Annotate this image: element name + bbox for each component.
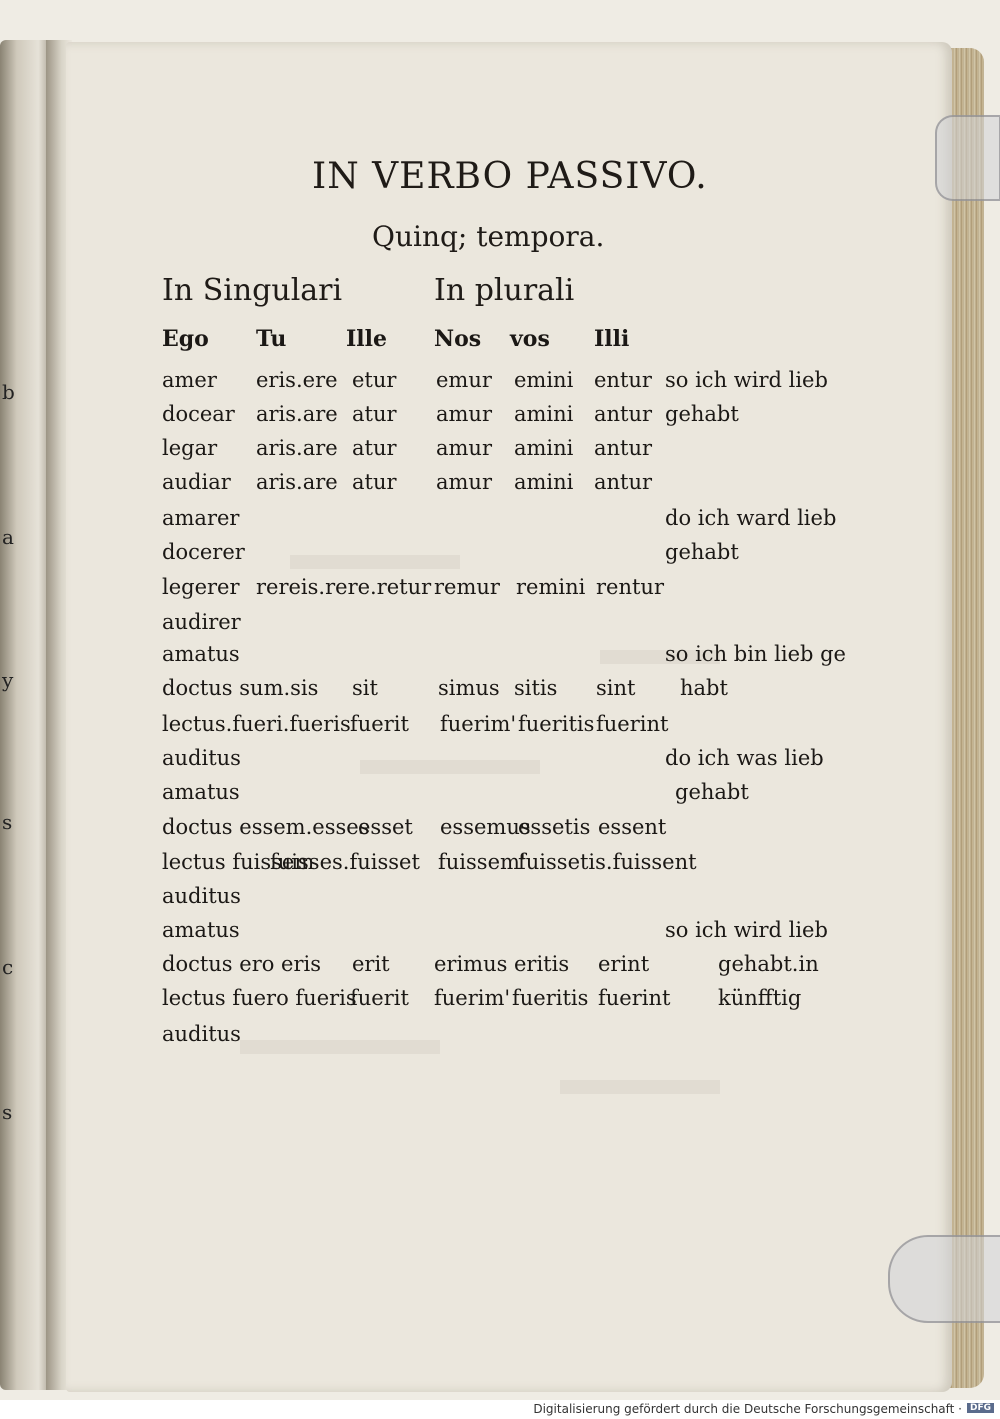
- table-cell: amer: [162, 368, 217, 392]
- left-page-fragment: a: [2, 525, 14, 549]
- table-cell: eris.ere: [256, 368, 338, 392]
- table-cell: amatus: [162, 918, 240, 942]
- german-gloss: gehabt: [675, 780, 749, 804]
- table-cell: amur: [436, 402, 492, 426]
- table-cell: lectus fuissem: [162, 850, 315, 874]
- german-gloss: do ich ward lieb: [665, 506, 837, 530]
- table-cell: amur: [436, 436, 492, 460]
- show-through: [560, 1080, 720, 1094]
- footer-credit: Digitalisierung gefördert durch die Deutsche Forschungsgemeinschaft ·: [533, 1402, 962, 1416]
- table-cell: fuerim': [440, 712, 517, 736]
- table-cell: amini: [514, 402, 574, 426]
- table-cell: essemus: [440, 815, 531, 839]
- table-cell: fuissetis.fuissent: [518, 850, 697, 874]
- table-cell: atur: [352, 470, 397, 494]
- header-singular: In Singulari: [162, 273, 343, 308]
- pronoun: Illi: [594, 326, 630, 352]
- german-gloss: so ich bin lieb ge: [665, 642, 846, 666]
- table-cell: fuerit: [350, 712, 409, 736]
- german-gloss: habt: [680, 676, 728, 700]
- page-clip: [888, 1235, 1000, 1323]
- german-gloss: do ich was lieb: [665, 746, 824, 770]
- left-page-fragment: s: [2, 1100, 13, 1124]
- page-subtitle: Quinq; tempora.: [372, 220, 605, 253]
- table-cell: etur: [352, 368, 397, 392]
- table-cell: audiar: [162, 470, 231, 494]
- table-cell: sit: [352, 676, 378, 700]
- table-cell: erimus: [434, 952, 508, 976]
- show-through: [360, 760, 540, 774]
- table-cell: fuerim': [434, 986, 511, 1010]
- table-cell: docerer: [162, 540, 245, 564]
- pronoun: vos: [510, 326, 550, 352]
- pronoun: Tu: [256, 326, 287, 352]
- pronoun: Ego: [162, 326, 209, 352]
- table-cell: rereis.rere.retur: [256, 575, 432, 599]
- table-cell: fuerint: [598, 986, 671, 1010]
- table-cell: doctus essem.esses: [162, 815, 370, 839]
- table-cell: remini: [516, 575, 586, 599]
- show-through: [290, 555, 460, 569]
- table-cell: auditus: [162, 746, 241, 770]
- table-cell: emini: [514, 368, 574, 392]
- table-cell: fuerit: [350, 986, 409, 1010]
- table-cell: eritis: [514, 952, 570, 976]
- german-gloss: gehabt: [665, 402, 739, 426]
- table-cell: fueritis: [518, 712, 595, 736]
- page-edge: [948, 48, 984, 1388]
- table-cell: audirer: [162, 610, 241, 634]
- table-cell: amatus: [162, 780, 240, 804]
- left-page-fragment: b: [2, 380, 15, 404]
- table-cell: aris.are: [256, 470, 338, 494]
- table-cell: esset: [358, 815, 413, 839]
- footer-bar: [0, 1400, 1000, 1419]
- table-cell: aris.are: [256, 402, 338, 426]
- table-cell: fueritis: [512, 986, 589, 1010]
- left-page-fragment: c: [2, 955, 14, 979]
- pronoun: Nos: [434, 326, 482, 352]
- table-cell: entur: [594, 368, 652, 392]
- german-gloss: gehabt.in: [718, 952, 819, 976]
- table-cell: amatus: [162, 642, 240, 666]
- table-cell: lectus fuero fueris: [162, 986, 357, 1010]
- left-page-fragment: s: [2, 810, 13, 834]
- table-cell: sint: [596, 676, 636, 700]
- table-cell: amini: [514, 470, 574, 494]
- dfg-logo: DFG: [967, 1403, 994, 1413]
- german-gloss: künfftig: [718, 986, 802, 1010]
- header-plural: In plurali: [434, 273, 575, 308]
- table-cell: amini: [514, 436, 574, 460]
- german-gloss: gehabt: [665, 540, 739, 564]
- table-cell: antur: [594, 402, 653, 426]
- pronoun: Ille: [346, 326, 388, 352]
- left-page-fragment: y: [2, 668, 14, 692]
- table-cell: rentur: [596, 575, 664, 599]
- table-cell: simus: [438, 676, 500, 700]
- left-page-edge: [0, 40, 48, 1390]
- table-cell: sitis: [514, 676, 558, 700]
- table-cell: auditus: [162, 1022, 241, 1046]
- table-cell: fuissem': [438, 850, 526, 874]
- table-cell: antur: [594, 470, 653, 494]
- page-title: IN VERBO PASSIVO.: [312, 156, 708, 197]
- table-cell: amarer: [162, 506, 240, 530]
- table-cell: doctus ero eris: [162, 952, 322, 976]
- table-cell: antur: [594, 436, 653, 460]
- table-cell: legar: [162, 436, 218, 460]
- table-cell: legerer: [162, 575, 240, 599]
- table-cell: doctus sum.sis: [162, 676, 319, 700]
- table-cell: erint: [598, 952, 650, 976]
- table-cell: aris.are: [256, 436, 338, 460]
- table-cell: lectus.fueri.fueris: [162, 712, 351, 736]
- table-cell: auditus: [162, 884, 241, 908]
- table-cell: fuisses.fuisset: [270, 850, 420, 874]
- german-gloss: so ich wird lieb: [665, 368, 828, 392]
- table-cell: docear: [162, 402, 235, 426]
- table-cell: atur: [352, 436, 397, 460]
- table-cell: erit: [352, 952, 390, 976]
- table-cell: essent: [598, 815, 667, 839]
- table-cell: fuerint: [596, 712, 669, 736]
- table-cell: amur: [436, 470, 492, 494]
- table-cell: emur: [436, 368, 492, 392]
- table-cell: remur: [434, 575, 500, 599]
- table-cell: atur: [352, 402, 397, 426]
- german-gloss: so ich wird lieb: [665, 918, 828, 942]
- page-clip: [935, 115, 1000, 201]
- show-through: [240, 1040, 440, 1054]
- table-cell: essetis: [518, 815, 591, 839]
